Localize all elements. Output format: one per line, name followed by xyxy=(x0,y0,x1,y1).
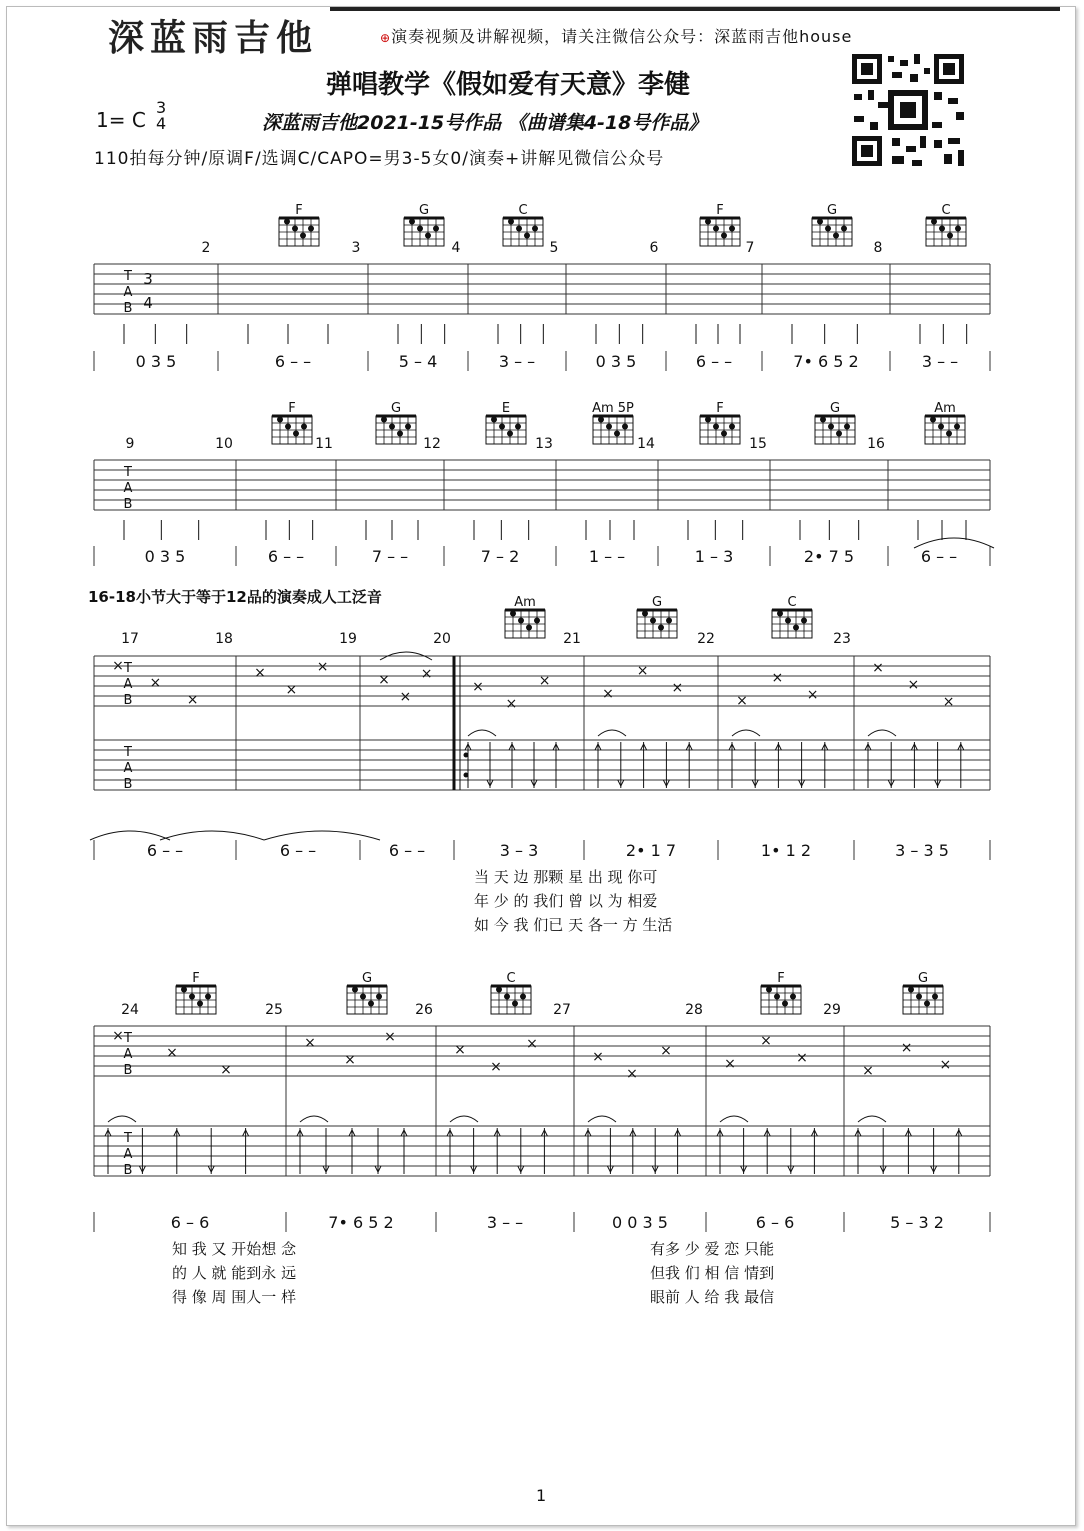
tab-letter-t: T xyxy=(124,661,132,676)
chord-name: F xyxy=(295,203,303,218)
tab-letter-t: T xyxy=(124,745,132,760)
tie-arc xyxy=(732,730,760,736)
tab-letter-a: A xyxy=(123,285,133,300)
chord-dot xyxy=(801,618,807,624)
chord-diagram xyxy=(491,986,531,1014)
chord-diagram xyxy=(700,218,740,246)
chord-diagram xyxy=(404,218,444,246)
chord-dot xyxy=(425,233,431,239)
tab-mute-mark: × xyxy=(907,677,920,693)
harmonic-note: 16-18小节大于等于12品的演奏成人工泛音 xyxy=(88,588,382,606)
measure-number: 25 xyxy=(265,1002,283,1018)
chord-dot xyxy=(705,417,711,423)
tab-mute-mark: × xyxy=(285,682,298,698)
chord-dot xyxy=(729,424,735,430)
chord-dot xyxy=(197,1001,203,1007)
chord-diagram xyxy=(925,416,965,444)
chord-dot xyxy=(376,994,382,1000)
chord-dot xyxy=(360,994,366,1000)
tie-arc xyxy=(450,1116,478,1122)
chord-diagram xyxy=(926,218,966,246)
chord-name: G xyxy=(390,401,402,416)
tab-mute-mark: × xyxy=(736,693,748,709)
chord-dot xyxy=(947,233,953,239)
meter-bottom: 4 xyxy=(156,114,167,133)
jianpu-notes: 6 – – xyxy=(695,352,733,371)
tab-mute-mark: × xyxy=(378,672,390,688)
measure-number: 24 xyxy=(121,1002,139,1018)
tab-mute-mark: × xyxy=(384,1029,396,1045)
jianpu-notes: 3 – – xyxy=(921,352,959,371)
chord-diagram xyxy=(279,218,319,246)
tab-letter-a: A xyxy=(123,1147,133,1162)
tempo-info: 110拍每分钟/原调F/选调C/CAPO=男3-5女0/演奏+讲解见微信公众号 xyxy=(94,149,665,169)
chord-dot xyxy=(932,994,938,1000)
jianpu-notes: 6 – 6 xyxy=(755,1213,795,1232)
brand-notice-text: 演奏视频及讲解视频，请关注微信公众号：深蓝雨吉他house xyxy=(391,27,853,46)
tab-mute-mark: × xyxy=(626,1066,638,1082)
tab-mute-mark: × xyxy=(112,658,124,674)
tie-arc xyxy=(468,730,496,736)
chord-dot xyxy=(614,431,620,437)
chord-dot xyxy=(946,431,952,437)
chord-name: F xyxy=(777,971,785,986)
jianpu-notes: 5 – 4 xyxy=(398,352,438,371)
measure-number: 8 xyxy=(873,240,883,256)
measure-number: 4 xyxy=(451,240,461,256)
jianpu-notes: 3 – – xyxy=(486,1213,524,1232)
chord-dot xyxy=(817,219,823,225)
chord-dot xyxy=(844,424,850,430)
measure-number: 11 xyxy=(315,436,333,452)
jianpu-notes: 6 – – xyxy=(274,352,312,371)
jianpu-notes: 7• 6 5 2 xyxy=(328,1213,394,1232)
tab-mute-mark: × xyxy=(399,689,412,705)
chord-name: F xyxy=(288,401,296,416)
chord-diagram xyxy=(812,218,852,246)
chord-name: C xyxy=(787,595,797,610)
measure-number: 28 xyxy=(685,1002,703,1018)
chord-name: G xyxy=(651,595,663,610)
jianpu-notes: 2• 1 7 xyxy=(625,841,677,860)
tie-arc xyxy=(264,831,380,840)
chord-dot xyxy=(389,424,395,430)
chord-name: Am xyxy=(514,595,536,610)
chord-diagram xyxy=(505,610,545,638)
chord-dot xyxy=(606,424,612,430)
lyric-line: 年 少 的 我们 曾 以 为 相爱 xyxy=(474,892,658,910)
jianpu-notes: 0 3 5 xyxy=(135,352,177,371)
chord-dot xyxy=(284,219,290,225)
tab-mute-mark: × xyxy=(505,696,518,712)
lyric-line: 当 天 边 那颗 星 出 现 你可 xyxy=(474,868,658,886)
chord-dot xyxy=(642,611,648,617)
chord-dot xyxy=(785,618,791,624)
chord-dot xyxy=(510,611,516,617)
chord-name: C xyxy=(518,203,528,218)
key-signature: 1= C xyxy=(96,108,146,132)
chord-dot xyxy=(512,1001,518,1007)
tab-mute-mark: × xyxy=(344,1052,356,1068)
chord-dot xyxy=(666,618,672,624)
lyric-line: 如 今 我 们已 天 各一 方 生活 xyxy=(474,916,673,934)
jianpu-notes: 6 – – xyxy=(920,547,958,566)
tab-letter-b: B xyxy=(123,497,133,512)
chord-dot xyxy=(499,424,505,430)
chord-dot xyxy=(622,424,628,430)
tab-letter-b: B xyxy=(123,1163,133,1178)
chord-name: F xyxy=(716,401,724,416)
chord-dot xyxy=(409,219,415,225)
chord-dot xyxy=(285,424,291,430)
chord-dot xyxy=(658,625,664,631)
tab-mute-mark: × xyxy=(724,1056,736,1072)
jianpu-notes: 7 – – xyxy=(371,547,409,566)
tab-mute-mark: × xyxy=(538,673,551,689)
chord-dot xyxy=(504,994,510,1000)
chord-dot xyxy=(955,226,961,232)
chord-dot xyxy=(931,219,937,225)
jianpu-notes: 7 – 2 xyxy=(480,547,520,566)
measure-number: 19 xyxy=(339,631,357,647)
measure-number: 14 xyxy=(637,436,655,452)
jianpu-notes: 6 – 6 xyxy=(170,1213,210,1232)
jianpu-notes: 6 – – xyxy=(279,841,317,860)
measure-number: 3 xyxy=(351,240,361,256)
chord-dot xyxy=(524,233,530,239)
chord-name: C xyxy=(506,971,516,986)
chord-dot xyxy=(774,994,780,1000)
chord-name: C xyxy=(941,203,951,218)
jianpu-notes: 3 – – xyxy=(498,352,536,371)
chord-dot xyxy=(713,424,719,430)
chord-dot xyxy=(181,987,187,993)
measure-number: 7 xyxy=(745,240,755,256)
measure-number: 23 xyxy=(833,631,851,647)
tab-mute-mark: × xyxy=(939,1057,952,1073)
chord-dot xyxy=(508,219,514,225)
tie-arc xyxy=(868,730,896,736)
tie-arc xyxy=(90,831,170,840)
chord-name: G xyxy=(361,971,373,986)
chord-dot xyxy=(828,424,834,430)
jianpu-notes: 6 – – xyxy=(267,547,305,566)
lyric-line: 的 人 就 能到永 远 xyxy=(172,1264,297,1282)
tab-mute-mark: × xyxy=(304,1035,316,1051)
chord-dot xyxy=(793,625,799,631)
song-title: 弹唱教学《假如爱有天意》李健 xyxy=(326,70,691,100)
tab-mute-mark: × xyxy=(671,680,684,696)
tab-mute-mark: × xyxy=(592,1049,604,1065)
lyric-line: 眼前 人 给 我 最信 xyxy=(650,1288,775,1306)
chord-dot xyxy=(300,233,306,239)
chord-dot xyxy=(833,233,839,239)
tab-letter-t: T xyxy=(124,269,132,284)
tab-mute-mark: × xyxy=(490,1059,502,1075)
chord-dot xyxy=(782,1001,788,1007)
tab-mute-mark: × xyxy=(149,675,162,691)
tie-arc xyxy=(300,1116,328,1122)
tab-mute-mark: × xyxy=(112,1028,124,1044)
tab-mute-mark: × xyxy=(254,665,266,681)
tab-letter-t: T xyxy=(124,1131,132,1146)
chord-dot xyxy=(930,417,936,423)
measure-number: 10 xyxy=(215,436,233,452)
chord-dot xyxy=(520,994,526,1000)
measure-number: 22 xyxy=(697,631,715,647)
tab-mute-mark: × xyxy=(602,686,614,702)
chord-name: Am xyxy=(934,401,956,416)
chord-dot xyxy=(820,417,826,423)
chord-name: G xyxy=(829,401,841,416)
tab-letter-a: A xyxy=(123,761,133,776)
chord-diagram xyxy=(347,986,387,1014)
tie-arc xyxy=(720,1116,748,1122)
chord-dot xyxy=(939,226,945,232)
chord-dot xyxy=(924,1001,930,1007)
chord-dot xyxy=(721,233,727,239)
chord-dot xyxy=(938,424,944,430)
tab-meter-bottom: 4 xyxy=(143,294,153,312)
chord-dot xyxy=(713,226,719,232)
measure-number: 15 xyxy=(749,436,767,452)
jianpu-notes: 1• 1 2 xyxy=(760,841,812,860)
chord-dot xyxy=(908,987,914,993)
jianpu-notes: 1 – 3 xyxy=(694,547,734,566)
tab-mute-mark: × xyxy=(796,1050,808,1066)
chord-dot xyxy=(841,226,847,232)
chord-diagram xyxy=(486,416,526,444)
chord-dot xyxy=(916,994,922,1000)
chord-dot xyxy=(526,625,532,631)
chord-diagram xyxy=(176,986,216,1014)
measure-number: 2 xyxy=(201,240,211,256)
chord-diagram xyxy=(376,416,416,444)
chord-dot xyxy=(405,424,411,430)
tab-letter-a: A xyxy=(123,1047,133,1062)
chord-dot xyxy=(532,226,538,232)
tab-meter-top: 3 xyxy=(143,270,153,288)
jianpu-notes: 0 0 3 5 xyxy=(612,1213,668,1232)
tab-mute-mark: × xyxy=(166,1045,178,1061)
tab-mute-mark: × xyxy=(636,663,649,679)
tie-arc xyxy=(588,1116,616,1122)
chord-dot xyxy=(650,618,656,624)
tab-mute-mark: × xyxy=(316,659,329,675)
chord-dot xyxy=(277,417,283,423)
chord-dot xyxy=(836,431,842,437)
tab-letter-b: B xyxy=(123,693,133,708)
jianpu-notes: 2• 7 5 xyxy=(803,547,855,566)
measure-number: 29 xyxy=(823,1002,841,1018)
chord-dot xyxy=(205,994,211,1000)
chord-dot xyxy=(189,994,195,1000)
lyric-line: 知 我 又 开始想 念 xyxy=(172,1240,297,1258)
tab-mute-mark: × xyxy=(220,1062,232,1078)
chord-name: F xyxy=(716,203,724,218)
chord-dot xyxy=(381,417,387,423)
chord-dot xyxy=(496,987,502,993)
jianpu-notes: 6 – – xyxy=(388,841,426,860)
chord-dot xyxy=(397,431,403,437)
chord-dot xyxy=(729,226,735,232)
measure-number: 18 xyxy=(215,631,233,647)
chord-diagram xyxy=(772,610,812,638)
jianpu-notes: 1 – – xyxy=(588,547,626,566)
chord-dot xyxy=(790,994,796,1000)
chord-dot xyxy=(292,226,298,232)
jianpu-notes: 0 3 5 xyxy=(595,352,637,371)
chord-dot xyxy=(598,417,604,423)
tab-letter-t: T xyxy=(124,465,132,480)
chord-name: G xyxy=(418,203,430,218)
jianpu-notes: 6 – – xyxy=(146,841,184,860)
lyric-line: 得 像 周 围人一 样 xyxy=(172,1288,297,1306)
chord-dot xyxy=(301,424,307,430)
tab-letter-a: A xyxy=(123,481,133,496)
measure-number: 16 xyxy=(867,436,885,452)
tab-mute-mark: × xyxy=(186,692,199,708)
tab-mute-mark: × xyxy=(862,1063,874,1079)
tab-mute-mark: × xyxy=(760,1033,772,1049)
chord-diagram xyxy=(700,416,740,444)
chord-dot xyxy=(293,431,299,437)
chord-diagram xyxy=(761,986,801,1014)
chord-name: G xyxy=(826,203,838,218)
tab-mute-mark: × xyxy=(454,1042,466,1058)
chord-dot xyxy=(516,226,522,232)
tab-mute-mark: × xyxy=(771,670,784,686)
meter-top: 3 xyxy=(156,98,167,117)
tab-mute-mark: × xyxy=(942,694,955,710)
tab-letter-t: T xyxy=(124,1031,132,1046)
jianpu-notes: 0 3 5 xyxy=(144,547,186,566)
measure-number: 17 xyxy=(121,631,139,647)
tab-letter-b: B xyxy=(123,1063,133,1078)
chord-dot xyxy=(721,431,727,437)
measure-number: 12 xyxy=(423,436,441,452)
tie-arc xyxy=(598,730,626,736)
tie-arc xyxy=(108,1116,136,1122)
lyric-line: 但我 们 相 信 情到 xyxy=(650,1264,775,1282)
tie-arc xyxy=(160,831,264,840)
bullet-icon: ⊕ xyxy=(380,31,392,45)
chord-diagram xyxy=(637,610,677,638)
chord-dot xyxy=(417,226,423,232)
jianpu-notes: 5 – 3 2 xyxy=(890,1213,944,1232)
tab-mute-mark: × xyxy=(806,687,819,703)
jianpu-notes: 3 – 3 5 xyxy=(895,841,949,860)
chord-name: Am 5P xyxy=(592,401,634,416)
measure-number: 13 xyxy=(535,436,553,452)
chord-name: F xyxy=(192,971,200,986)
chord-dot xyxy=(825,226,831,232)
tab-mute-mark: × xyxy=(660,1043,672,1059)
jianpu-notes: 7• 6 5 2 xyxy=(793,352,859,371)
chord-dot xyxy=(491,417,497,423)
chord-dot xyxy=(954,424,960,430)
chord-dot xyxy=(777,611,783,617)
jianpu-notes: 3 – 3 xyxy=(499,841,539,860)
measure-number: 20 xyxy=(433,631,451,647)
tab-letter-a: A xyxy=(123,677,133,692)
chord-diagram xyxy=(815,416,855,444)
tab-mute-mark: × xyxy=(526,1036,538,1052)
chord-name: E xyxy=(501,401,511,416)
chord-dot xyxy=(433,226,439,232)
chord-dot xyxy=(352,987,358,993)
chord-diagram xyxy=(903,986,943,1014)
subtitle: 深蓝雨吉他2021-15号作品 《曲谱集4-18号作品》 xyxy=(262,112,708,134)
chord-dot xyxy=(308,226,314,232)
measure-number: 26 xyxy=(415,1002,433,1018)
tab-letter-b: B xyxy=(123,301,133,316)
measure-number: 6 xyxy=(649,240,659,256)
chord-diagram xyxy=(503,218,543,246)
chord-dot xyxy=(518,618,524,624)
measure-number: 21 xyxy=(563,631,581,647)
measure-number: 27 xyxy=(553,1002,571,1018)
tab-mute-mark: × xyxy=(472,679,484,695)
chord-dot xyxy=(368,1001,374,1007)
chord-dot xyxy=(766,987,772,993)
chord-dot xyxy=(515,424,521,430)
brand-logo: 深蓝雨吉他 xyxy=(108,17,319,59)
measure-number: 5 xyxy=(549,240,559,256)
chord-dot xyxy=(534,618,540,624)
measure-number: 9 xyxy=(125,436,135,452)
chord-diagram xyxy=(593,416,633,444)
chord-diagram xyxy=(272,416,312,444)
tab-mute-mark: × xyxy=(872,660,884,676)
tab-mute-mark: × xyxy=(420,666,433,682)
tab-mute-mark: × xyxy=(900,1040,913,1056)
page-number: 1 xyxy=(536,1486,547,1505)
tab-letter-b: B xyxy=(123,777,133,792)
tie-arc xyxy=(858,1116,886,1122)
chord-dot xyxy=(507,431,513,437)
chord-name: G xyxy=(917,971,929,986)
chord-dot xyxy=(705,219,711,225)
lyric-line: 有多 少 爱 恋 只能 xyxy=(650,1240,775,1258)
